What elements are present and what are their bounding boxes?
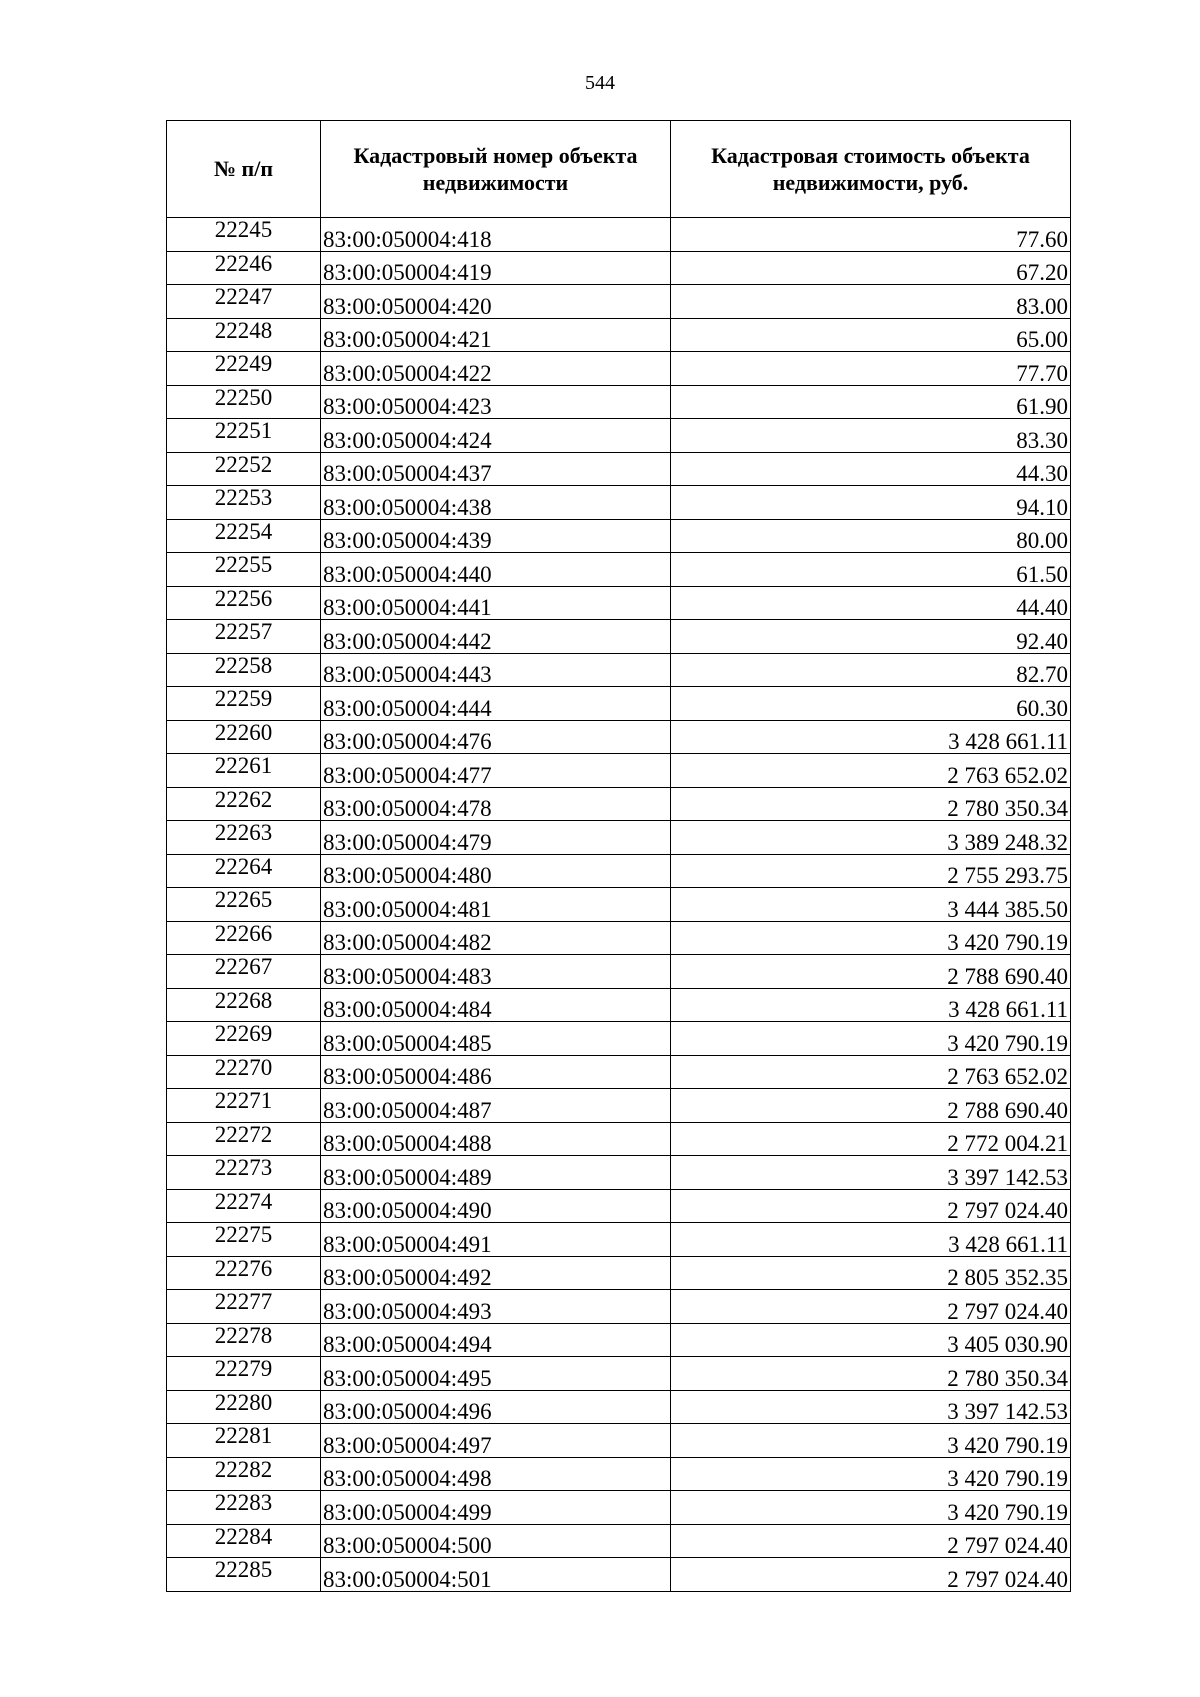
- cadastral-value: 94.10: [671, 486, 1071, 520]
- cadastral-value: 3 420 790.19: [671, 1022, 1071, 1056]
- cadastral-number: 83:00:050004:443: [321, 653, 671, 687]
- cadastral-value: 44.40: [671, 586, 1071, 620]
- row-number: 22276: [167, 1256, 321, 1290]
- cadastral-value: 2 780 350.34: [671, 787, 1071, 821]
- row-number: 22280: [167, 1390, 321, 1424]
- cadastral-value: 2 788 690.40: [671, 955, 1071, 989]
- row-number: 22272: [167, 1122, 321, 1156]
- table-row: [167, 586, 1071, 620]
- cadastral-number: 83:00:050004:422: [321, 352, 671, 386]
- cadastral-number: 83:00:050004:493: [321, 1290, 671, 1324]
- table-row: [167, 553, 1071, 587]
- cadastral-number: 83:00:050004:444: [321, 687, 671, 721]
- table-row: [167, 1022, 1071, 1056]
- row-number: 22270: [167, 1055, 321, 1089]
- cadastral-number: 83:00:050004:479: [321, 821, 671, 855]
- cadastral-value: 61.90: [671, 385, 1071, 419]
- table-row: [167, 218, 1071, 252]
- cadastral-value: 3 428 661.11: [671, 1223, 1071, 1257]
- header-cadastral-value: Кадастровая стоимость объекта недвижимости, руб.: [671, 121, 1071, 218]
- row-number: 22248: [167, 318, 321, 352]
- cadastral-value: 3 397 142.53: [671, 1390, 1071, 1424]
- row-number: 22273: [167, 1156, 321, 1190]
- cadastral-value: 2 780 350.34: [671, 1357, 1071, 1391]
- cadastral-value: 83.00: [671, 285, 1071, 319]
- header-row-number: № п/п: [167, 121, 321, 218]
- cadastral-number: 83:00:050004:487: [321, 1089, 671, 1123]
- table-row: [167, 1323, 1071, 1357]
- table-row: [167, 519, 1071, 553]
- cadastral-value: 2 772 004.21: [671, 1122, 1071, 1156]
- cadastral-number: 83:00:050004:440: [321, 553, 671, 587]
- table-row: [167, 754, 1071, 788]
- row-number: 22261: [167, 754, 321, 788]
- row-number: 22262: [167, 787, 321, 821]
- cadastral-value: 3 420 790.19: [671, 1491, 1071, 1525]
- table-row: [167, 486, 1071, 520]
- cadastral-value: 65.00: [671, 318, 1071, 352]
- table-row: [167, 251, 1071, 285]
- table-row: [167, 888, 1071, 922]
- row-number: 22251: [167, 419, 321, 453]
- row-number: 22256: [167, 586, 321, 620]
- table-row: [167, 1122, 1071, 1156]
- table-body: [167, 218, 1071, 1592]
- cadastral-value: 2 797 024.40: [671, 1189, 1071, 1223]
- row-number: 22255: [167, 553, 321, 587]
- row-number: 22260: [167, 720, 321, 754]
- table-row: [167, 1524, 1071, 1558]
- row-number: 22283: [167, 1491, 321, 1525]
- cadastral-number: 83:00:050004:483: [321, 955, 671, 989]
- cadastral-value: 3 420 790.19: [671, 1457, 1071, 1491]
- cadastral-value: 3 420 790.19: [671, 921, 1071, 955]
- cadastral-value: 82.70: [671, 653, 1071, 687]
- cadastral-number: 83:00:050004:484: [321, 988, 671, 1022]
- cadastral-number: 83:00:050004:488: [321, 1122, 671, 1156]
- table-row: [167, 1424, 1071, 1458]
- row-number: 22257: [167, 620, 321, 654]
- row-number: 22252: [167, 452, 321, 486]
- cadastral-value: 92.40: [671, 620, 1071, 654]
- row-number: 22274: [167, 1189, 321, 1223]
- table-row: [167, 285, 1071, 319]
- cadastral-number: 83:00:050004:490: [321, 1189, 671, 1223]
- table-row: [167, 419, 1071, 453]
- cadastral-value: 3 444 385.50: [671, 888, 1071, 922]
- row-number: 22285: [167, 1558, 321, 1592]
- row-number: 22278: [167, 1323, 321, 1357]
- cadastral-number: 83:00:050004:489: [321, 1156, 671, 1190]
- cadastral-number: 83:00:050004:476: [321, 720, 671, 754]
- cadastral-value: 77.60: [671, 218, 1071, 252]
- cadastral-value: 2 797 024.40: [671, 1524, 1071, 1558]
- table-row: [167, 854, 1071, 888]
- row-number: 22266: [167, 921, 321, 955]
- cadastral-number: 83:00:050004:498: [321, 1457, 671, 1491]
- cadastre-table: [166, 120, 1071, 1592]
- row-number: 22250: [167, 385, 321, 419]
- cadastral-value: 67.20: [671, 251, 1071, 285]
- cadastral-value: 77.70: [671, 352, 1071, 386]
- table-row: [167, 1290, 1071, 1324]
- cadastral-number: 83:00:050004:421: [321, 318, 671, 352]
- table-row: [167, 1055, 1071, 1089]
- page-number: 544: [585, 72, 615, 94]
- cadastral-value: 2 788 690.40: [671, 1089, 1071, 1123]
- table-row: [167, 318, 1071, 352]
- row-number: 22253: [167, 486, 321, 520]
- cadastral-number: 83:00:050004:501: [321, 1558, 671, 1592]
- row-number: 22279: [167, 1357, 321, 1391]
- cadastral-number: 83:00:050004:482: [321, 921, 671, 955]
- cadastral-value: 80.00: [671, 519, 1071, 553]
- cadastral-number: 83:00:050004:491: [321, 1223, 671, 1257]
- table-row: [167, 352, 1071, 386]
- table-row: [167, 1256, 1071, 1290]
- cadastral-value: 2 763 652.02: [671, 1055, 1071, 1089]
- cadastral-value: 2 763 652.02: [671, 754, 1071, 788]
- cadastral-number: 83:00:050004:423: [321, 385, 671, 419]
- table-row: [167, 720, 1071, 754]
- cadastral-number: 83:00:050004:438: [321, 486, 671, 520]
- table-row: [167, 1156, 1071, 1190]
- cadastral-number: 83:00:050004:494: [321, 1323, 671, 1357]
- row-number: 22275: [167, 1223, 321, 1257]
- cadastral-number: 83:00:050004:442: [321, 620, 671, 654]
- cadastral-number: 83:00:050004:496: [321, 1390, 671, 1424]
- row-number: 22267: [167, 955, 321, 989]
- cadastral-value: 2 797 024.40: [671, 1290, 1071, 1324]
- table-row: [167, 620, 1071, 654]
- row-number: 22271: [167, 1089, 321, 1123]
- row-number: 22268: [167, 988, 321, 1022]
- cadastral-value: 3 420 790.19: [671, 1424, 1071, 1458]
- table-row: [167, 1390, 1071, 1424]
- row-number: 22259: [167, 687, 321, 721]
- cadastral-number: 83:00:050004:418: [321, 218, 671, 252]
- cadastral-number: 83:00:050004:424: [321, 419, 671, 453]
- table-row: [167, 1357, 1071, 1391]
- table-row: [167, 1189, 1071, 1223]
- cadastral-number: 83:00:050004:481: [321, 888, 671, 922]
- cadastral-value: 2 805 352.35: [671, 1256, 1071, 1290]
- cadastral-value: 3 428 661.11: [671, 720, 1071, 754]
- table-row: [167, 821, 1071, 855]
- cadastral-value: 3 389 248.32: [671, 821, 1071, 855]
- row-number: 22281: [167, 1424, 321, 1458]
- cadastral-number: 83:00:050004:437: [321, 452, 671, 486]
- cadastral-number: 83:00:050004:500: [321, 1524, 671, 1558]
- row-number: 22249: [167, 352, 321, 386]
- cadastral-number: 83:00:050004:439: [321, 519, 671, 553]
- row-number: 22277: [167, 1290, 321, 1324]
- cadastral-number: 83:00:050004:419: [321, 251, 671, 285]
- table-row: [167, 955, 1071, 989]
- row-number: 22258: [167, 653, 321, 687]
- table-row: [167, 921, 1071, 955]
- cadastral-number: 83:00:050004:497: [321, 1424, 671, 1458]
- row-number: 22263: [167, 821, 321, 855]
- row-number: 22269: [167, 1022, 321, 1056]
- table-row: [167, 452, 1071, 486]
- cadastral-value: 2 797 024.40: [671, 1558, 1071, 1592]
- row-number: 22245: [167, 218, 321, 252]
- row-number: 22247: [167, 285, 321, 319]
- table-header: [167, 121, 1071, 218]
- header-cadastral-number: Кадастровый номер объекта недвижимости: [321, 121, 671, 218]
- row-number: 22246: [167, 251, 321, 285]
- cadastral-value: 3 428 661.11: [671, 988, 1071, 1022]
- table-row: [167, 653, 1071, 687]
- table-row: [167, 988, 1071, 1022]
- row-number: 22282: [167, 1457, 321, 1491]
- table-row: [167, 1491, 1071, 1525]
- table-row: [167, 1089, 1071, 1123]
- table-row: [167, 1558, 1071, 1592]
- cadastral-value: 2 755 293.75: [671, 854, 1071, 888]
- cadastral-number: 83:00:050004:441: [321, 586, 671, 620]
- table-row: [167, 385, 1071, 419]
- cadastral-number: 83:00:050004:420: [321, 285, 671, 319]
- cadastral-value: 83.30: [671, 419, 1071, 453]
- row-number: 22254: [167, 519, 321, 553]
- cadastral-value: 44.30: [671, 452, 1071, 486]
- row-number: 22265: [167, 888, 321, 922]
- cadastral-number: 83:00:050004:477: [321, 754, 671, 788]
- cadastral-number: 83:00:050004:486: [321, 1055, 671, 1089]
- cadastral-value: 60.30: [671, 687, 1071, 721]
- cadastral-number: 83:00:050004:495: [321, 1357, 671, 1391]
- cadastral-number: 83:00:050004:499: [321, 1491, 671, 1525]
- cadastral-value: 61.50: [671, 553, 1071, 587]
- table-row: [167, 1457, 1071, 1491]
- header-row: [167, 121, 1071, 218]
- cadastral-value: 3 405 030.90: [671, 1323, 1071, 1357]
- table-row: [167, 687, 1071, 721]
- table-row: [167, 787, 1071, 821]
- cadastral-number: 83:00:050004:480: [321, 854, 671, 888]
- cadastral-number: 83:00:050004:485: [321, 1022, 671, 1056]
- row-number: 22284: [167, 1524, 321, 1558]
- cadastral-value: 3 397 142.53: [671, 1156, 1071, 1190]
- table-row: [167, 1223, 1071, 1257]
- cadastral-number: 83:00:050004:478: [321, 787, 671, 821]
- cadastral-number: 83:00:050004:492: [321, 1256, 671, 1290]
- row-number: 22264: [167, 854, 321, 888]
